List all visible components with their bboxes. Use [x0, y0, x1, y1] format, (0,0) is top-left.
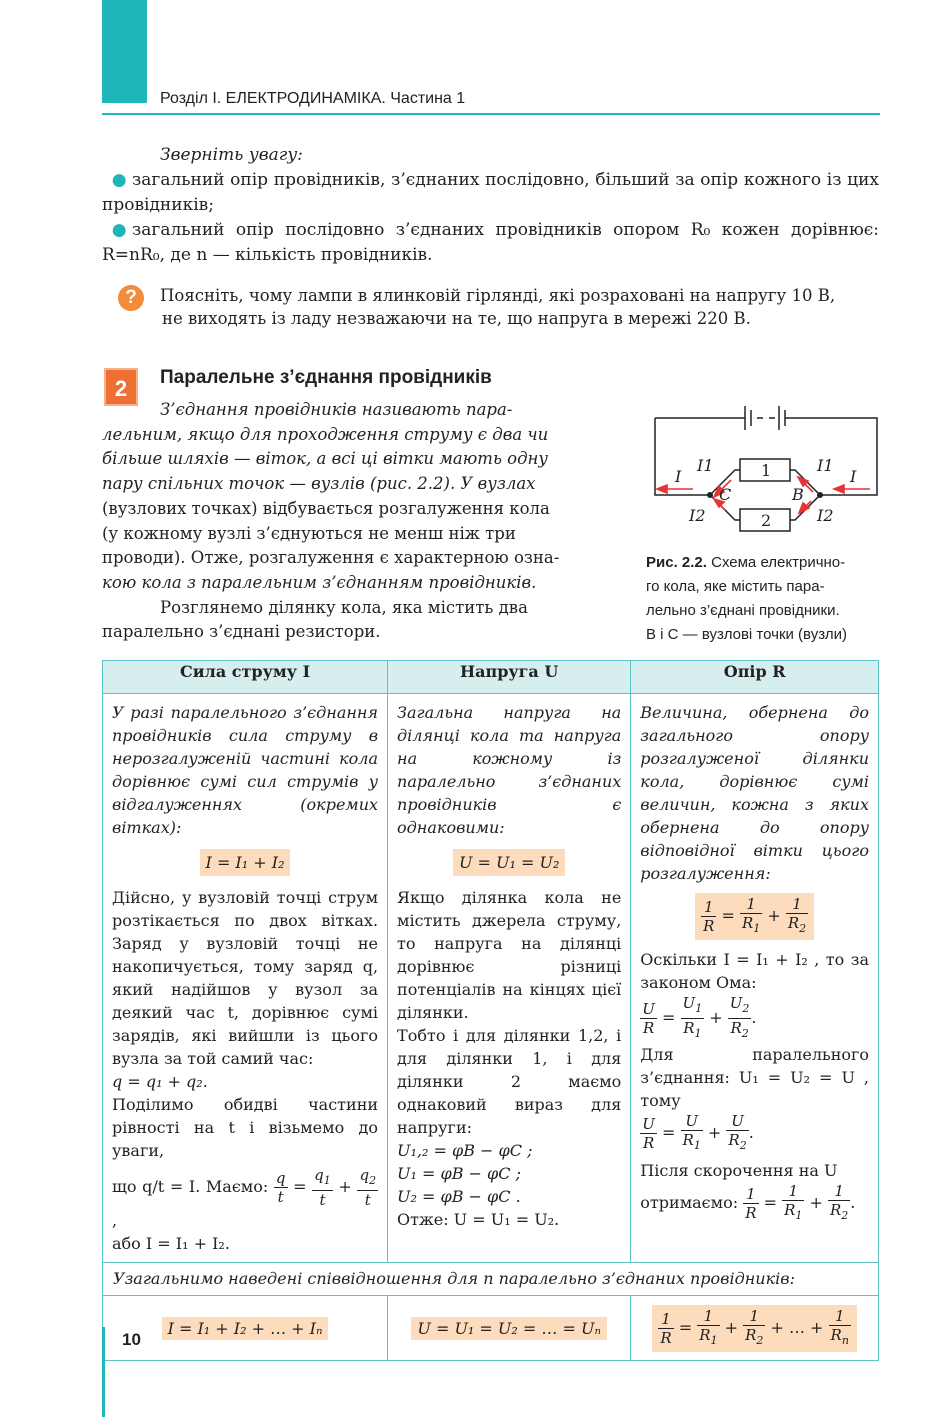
table-header-resistance: Опір R [631, 661, 879, 694]
fraction: $\frac{q_1}{t}$ [314, 1166, 331, 1209]
bullet-icon: ● [111, 170, 127, 190]
section-line: (вузлових точках) відбувається розгалуження кола [102, 498, 550, 518]
question-line-2: не виходять із ладу незважаючи на те, що напруга в мережі 220 В. [162, 309, 751, 328]
comparison-table [102, 660, 879, 1361]
note-bullet-1: ● загальний опір провідників, з’єднаних послідовно, більший за опір кожного із цих провідників; [102, 170, 879, 215]
chapter-tab [102, 0, 147, 103]
chapter-header: Розділ І. ЕЛЕКТРОДИНАМІКА. Частина 1 [160, 90, 466, 107]
node-c [707, 492, 713, 498]
table-cell-current: У разі паралельного з’єднання провідників сила струму в нерозгалуженій частині кола дорівнює сумі сил струмів у відгалуженнях (окремих вітках): I = I₁ + I₂ Дійсно, у вузловій точці струм розтікається по двох вітках. Заряд у вузловій точці не накопичується, тому заряд q, який надійшов у вузол за деякий час t, дорівнює сумі зарядів, які вийшли із цього вузла за той самий час: q = q₁ + q₂. Поділимо обидві частини рівності на t і візьмемо до уваги, що q/t = I. Маємо: $\frac{q}{t}$ = $\frac{q_1}{t}$ + $\frac{q_2}{t}$ , або I = I₁ + I₂. [103, 694, 388, 1263]
section-line: кою кола з паралельним з’єднанням провідників. [102, 572, 537, 592]
resistance-intro: Величина, обернена до загального опору розгалуженої ділянки кола, дорівнює сумі величин, кожна з яких обернена до опору відповідної вітки цього розгалуження: [640, 703, 869, 883]
voltage-intro: Загальна напруга на ділянці кола та напруга на кожному із паралельно з’єднаних провідників є однаковими: [397, 703, 622, 837]
table-general-row [103, 1296, 879, 1361]
current-i-right: I [850, 467, 857, 486]
section-line: (у кожному вузлі з’єднуються не менш ніж три [102, 523, 516, 543]
table-header-voltage: Напруга U [388, 661, 631, 694]
table-cell-voltage [388, 694, 631, 1263]
current-i1-right: I1 [817, 456, 834, 475]
voltage-eq: U₁,₂ = φB − φC ; [397, 1141, 533, 1160]
section-line: проводи). Отже, розгалуження є характерною озна- [102, 548, 560, 568]
table-cell-resistance: Величина, обернена до загального опору розгалуженої ділянки кола, дорівнює сумі величин, кожна з яких обернена до опору відповідної вітки цього розгалуження: $\frac{1}{R}$ = $\frac{1}{R_1}$ + $\frac{1}{R_2}$ Оскільки I = I₁ + I₂ , то за законом Ома: $\frac{U}{R}$ = $\frac{U_1}{R_1}$ + $\frac{U_2}{R_2}$ . Для паралельного з’єднання: U₁ = U₂ = U , тому $\frac{U}{R}$ = $\frac{U}{R_1}$ + $\frac{U}{R_2}$ . Після скорочення на U отримаємо: $\frac{1}{R}$ = $\frac{1}{R_1}$ + $\frac{1}{R_2}$ . [631, 694, 879, 1263]
caption-line: Схема електрично- [711, 554, 846, 571]
figure-caption [646, 551, 886, 647]
fraction: $\frac{q_2}{t}$ [359, 1166, 377, 1209]
general-voltage-formula: U = U₁ = U₂ = … = Uₙ [411, 1317, 607, 1340]
section-line: лельним, якщо для проходження струму є два чи [102, 424, 549, 444]
question-icon: ? [118, 285, 144, 311]
section-line: З’єднання провідників називають пара- [160, 400, 513, 419]
current-i-left: I [675, 467, 682, 486]
caption-line: лельно з’єднані провідники. [646, 602, 840, 619]
current-i2-left: I2 [689, 506, 706, 525]
bullet-icon: ● [111, 220, 127, 240]
section-title: Паралельне з’єднання провідників [160, 367, 492, 388]
voltage-text: Тобто і для ділянки 1,2, і для ділянки 1, і для ділянки 2 маємо однаковий вираз для напруги: [397, 1026, 622, 1137]
section-number: 2 [104, 368, 138, 406]
section-line: пару спільних точок — вузлів (рис. 2.2). У вузлах [102, 474, 536, 494]
general-resistance [631, 1296, 879, 1361]
resistance-formula: $\frac{1}{R}$ = $\frac{1}{R_1}$ + $\frac{1}{R_2}$ [695, 893, 814, 940]
current-text: або I = I₁ + I₂. [112, 1234, 230, 1253]
caption-line: го кола, яке містить пара- [646, 578, 825, 595]
node-c-label: C [719, 485, 732, 504]
table-header-row [103, 661, 879, 694]
summary-text: Узагальнимо наведені співвідношення для n паралельно з’єднаних провідників: [103, 1263, 879, 1296]
general-current [103, 1296, 388, 1361]
table-row [103, 694, 879, 1263]
table-summary-row [103, 1263, 879, 1296]
node-b-label: B [792, 485, 804, 504]
caption-label: Рис. 2.2. [646, 554, 707, 571]
voltage-formula: U = U₁ = U₂ [453, 849, 565, 876]
general-current-formula: I = I₁ + I₂ + … + Iₙ [162, 1317, 329, 1340]
question-line-1: Поясніть, чому лампи в ялинковій гірлянді, які розраховані на напругу 10 В, [160, 286, 836, 305]
section-line: Розглянемо ділянку кола, яка містить два [160, 597, 528, 617]
note-bullet-2: ● загальний опір послідовно з’єднаних провідників опором R₀ кожен дорівнює: R=nR₀, де n — кількість провідників. [102, 220, 879, 265]
section-text [102, 398, 618, 645]
current-text: Поділимо обидві частини рівності на t і візьмемо до уваги, [112, 1095, 379, 1160]
table-header-current: Сила струму I [103, 661, 388, 694]
resistance-text: отримаємо: [640, 1193, 739, 1212]
general-resistance-formula: $\frac{1}{R}$ = $\frac{1}{R_1}$ + $\frac{1}{R_2}$ + … + $\frac{1}{R_n}$ [652, 1305, 857, 1352]
resistor-2-label: 2 [761, 511, 772, 530]
general-voltage [388, 1296, 631, 1361]
note-title: Зверніть увагу: [160, 145, 303, 165]
voltage-eq: U₂ = φB − φC . [397, 1187, 521, 1206]
header-divider [102, 113, 880, 115]
voltage-text: Отже: U = U₁ = U₂. [397, 1210, 560, 1229]
resistance-text: Для паралельного з’єднання: U₁ = U₂ = U , тому [640, 1045, 869, 1110]
node-b [817, 492, 823, 498]
circuit-diagram [645, 398, 885, 543]
section-line: паралельно з’єднані резистори. [102, 622, 381, 642]
voltage-eq: U₁ = φB − φC ; [397, 1164, 521, 1183]
resistor-1-label: 1 [761, 461, 772, 480]
current-formula: I = I₁ + I₂ [200, 849, 291, 876]
current-i2-right: I2 [817, 506, 834, 525]
page-number: 10 [122, 1330, 141, 1349]
current-intro: У разі паралельного з’єднання провідників сила струму в нерозгалуженій частині кола дорівнює сумі сил струмів у відгалуженнях (окремих вітках): [112, 703, 379, 837]
caption-line: B і C — вузлові точки (вузли) [646, 626, 848, 643]
resistance-text: Після скорочення на U [640, 1161, 838, 1180]
current-eq: q = q₁ + q₂. [112, 1072, 208, 1091]
resistance-text: Оскільки I = I₁ + I₂ , то за законом Ома: [640, 950, 869, 992]
current-i1-left: I1 [697, 456, 714, 475]
fraction: $\frac{q}{t}$ [275, 1169, 286, 1206]
section-line: більше шляхів — віток, а всі ці вітки мають одну [102, 449, 548, 469]
current-text: що q/t = I. Маємо: [112, 1177, 269, 1196]
current-text: Дійсно, у вузловій точці струм розтікається по двох вітках. Заряд у вузловій точці не накопичується, тому заряд q, який надійшов у вузол за деякий час t, дорівнює сумі зарядів, які вийшли із цього вузла за той самий час: [112, 888, 379, 1068]
voltage-text: Якщо ділянка кола не містить джерела струму, то напруга на ділянці дорівнює різниці потенціалів на кінцях цієї ділянки. [397, 888, 622, 1022]
footer-bar [102, 1327, 105, 1417]
